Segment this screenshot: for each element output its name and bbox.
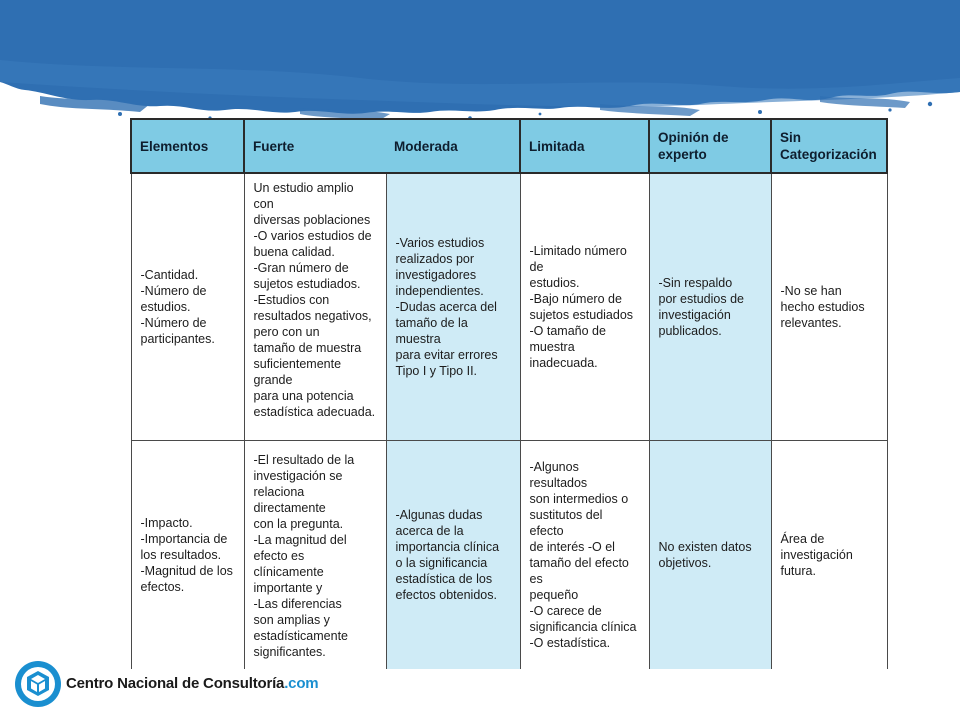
brand-name (66, 675, 318, 692)
evidence-table-container (130, 118, 886, 668)
header-moderada: Moderada (386, 119, 520, 173)
brand-domain-text: .com (284, 675, 319, 692)
cell-limitada: -Algunos resultados son intermedios o sustitutos del efecto de interés -O el tamaño del efecto es pequeño -O carece de significancia clínica -O estadística. (520, 441, 649, 670)
cell-moderada: -Varios estudios realizados por investigadores independientes. -Dudas acerca del tamaño de la muestra para evitar errores Tipo I y Tipo II. (386, 173, 520, 441)
cell-elementos: -Cantidad. -Número de estudios. -Número de participantes. (131, 173, 244, 441)
cell-sin-categorizacion: -No se han hecho estudios relevantes. (771, 173, 887, 441)
cell-fuerte: -El resultado de la investigación se relaciona directamente con la pregunta. -La magnitud del efecto es clínicamente importante y -Las diferencias son amplias y estadísticamente significantes. (244, 441, 386, 670)
table-row (131, 441, 887, 670)
header-fuerte: Fuerte (244, 119, 386, 173)
cell-limitada: -Limitado número de estudios. -Bajo número de sujetos estudiados -O tamaño de muestra inadecuada. (520, 173, 649, 441)
cell-sin-categorizacion: Área de investigación futura. (771, 441, 887, 670)
header-elementos: Elementos (131, 119, 244, 173)
cell-elementos: -Impacto. -Importancia de los resultados. -Magnitud de los efectos. (131, 441, 244, 670)
evidence-table (130, 118, 888, 669)
cell-opinion-experto: No existen datos objetivos. (649, 441, 771, 670)
header-limitada: Limitada (520, 119, 649, 173)
cell-fuerte: Un estudio amplio con diversas poblaciones -O varios estudios de buena calidad. -Gran número de sujetos estudiados. -Estudios con resultados negativos, pero con un tamaño de muestra suficientemente grande para una potencia estadística adecuada. (244, 173, 386, 441)
header-sin-categorizacion: Sin Categorización (771, 119, 887, 173)
cell-moderada: -Algunas dudas acerca de la importancia clínica o la significancia estadística de los efectos obtenidos. (386, 441, 520, 670)
brand-name-text: Centro Nacional de Consultoría (66, 675, 285, 692)
table-header-row (131, 119, 887, 173)
brand-logo-icon (14, 660, 62, 708)
table-row (131, 173, 887, 441)
cell-opinion-experto: -Sin respaldo por estudios de investigación publicados. (649, 173, 771, 441)
header-opinion-experto: Opinión de experto (649, 119, 771, 173)
